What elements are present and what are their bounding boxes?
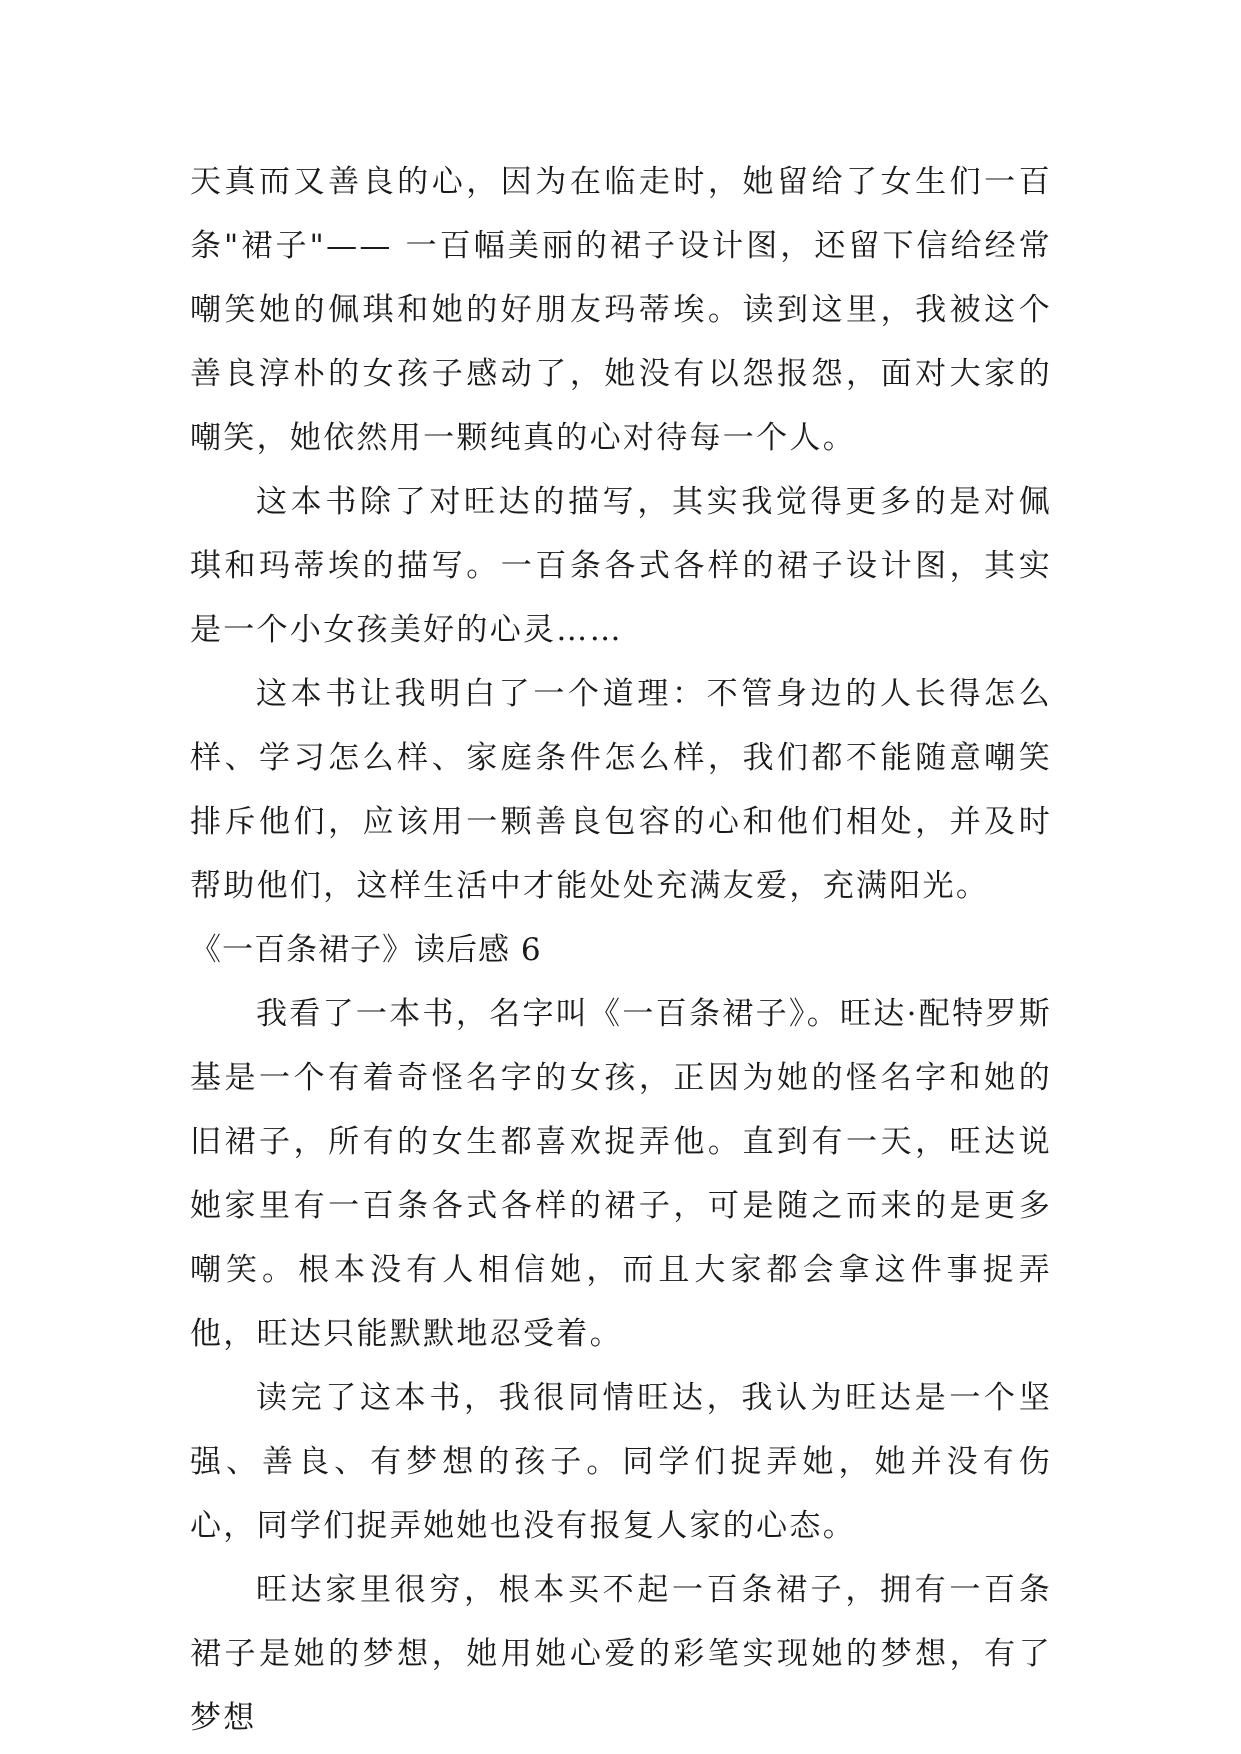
section-heading: 《一百条裙子》读后感 6 [190,932,542,968]
paragraph-continuation: 天真而又善良的心，因为在临走时，她留给了女生们一百条"裙子"—— 一百幅美丽的裙子设计图，还留下信给经常嘲笑她的佩琪和她的好朋友玛蒂埃。读到这里，我被这个善良淳朴的女孩子感动了，她没有以怨报怨，面对大家的嘲笑，她依然用一颗纯真的心对待每一个人。 [190,164,1052,456]
document-body [190,150,1052,1750]
paragraph: 读完了这本书，我很同情旺达，我认为旺达是一个坚强、善良、有梦想的孩子。同学们捉弄她，她并没有伤心，同学们捉弄她她也没有报复人家的心态。 [190,1380,1052,1544]
paragraph: 这本书让我明白了一个道理：不管身边的人长得怎么样、学习怎么样、家庭条件怎么样，我们都不能随意嘲笑排斥他们，应该用一颗善良包容的心和他们相处，并及时帮助他们，这样生活中才能处处充满友爱，充满阳光。 [190,676,1052,904]
paragraph: 这本书除了对旺达的描写，其实我觉得更多的是对佩琪和玛蒂埃的描写。一百条各式各样的裙子设计图，其实是一个小女孩美好的心灵…… [190,484,1052,648]
paragraph: 我看了一本书，名字叫《一百条裙子》。旺达·配特罗斯基是一个有着奇怪名字的女孩，正因为她的怪名字和她的旧裙子，所有的女生都喜欢捉弄他。直到有一天，旺达说她家里有一百条各式各样的裙子，可是随之而来的是更多嘲笑。根本没有人相信她，而且大家都会拿这件事捉弄他，旺达只能默默地忍受着。 [190,996,1052,1352]
paragraph: 旺达家里很穷，根本买不起一百条裙子，拥有一百条裙子是她的梦想，她用她心爱的彩笔实现她的梦想，有了梦想 [190,1572,1052,1736]
